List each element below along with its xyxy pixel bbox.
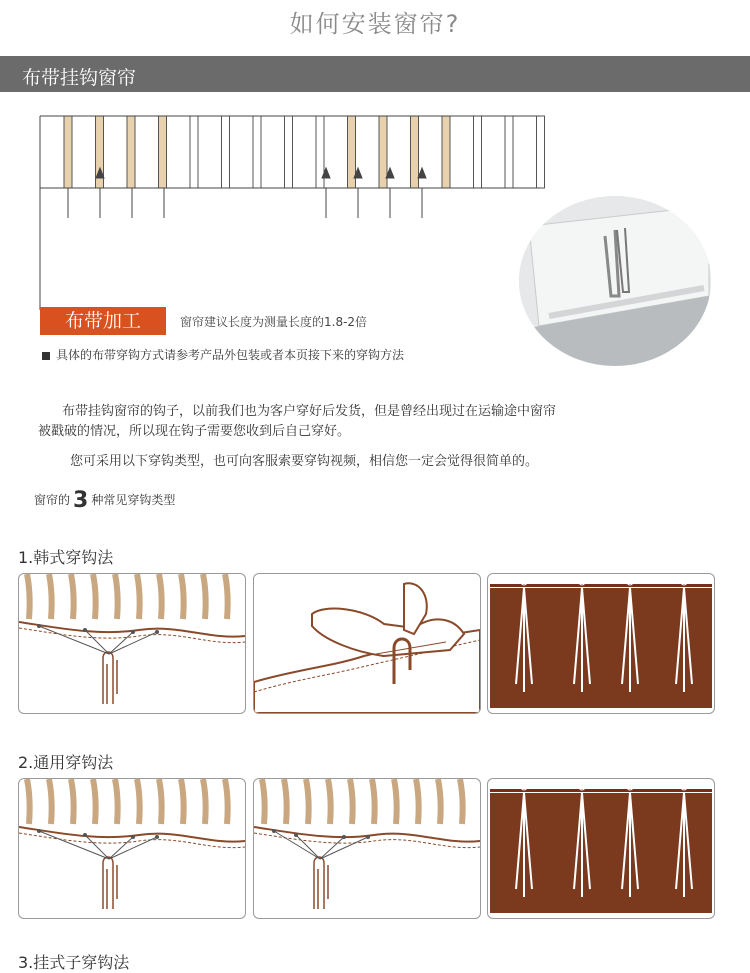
tape-stripe <box>159 574 162 619</box>
tape-stripe <box>394 779 397 824</box>
tape-stripe <box>460 779 463 824</box>
tape-bullet-text: 具体的布带穿钩方式请参考产品外包装或者本页接下来的穿钩方法 <box>56 348 405 362</box>
tape-slot <box>537 116 545 188</box>
intro-paragraph-1-line-1: 布带挂钩窗帘的钩子，以前我们也为客户穿好后发货，但是曾经出现过在运输途中窗帘 <box>62 404 557 419</box>
tape-slots <box>64 116 545 188</box>
tape-stripe <box>49 574 52 619</box>
tape-processing-tag: 布带加工 <box>40 307 166 335</box>
hook-pointer <box>320 837 368 859</box>
hook-shape <box>103 857 117 909</box>
tape-slot <box>474 116 482 188</box>
tape-stripe <box>71 779 74 824</box>
tape-stripe <box>137 779 140 824</box>
hook-point <box>83 628 87 632</box>
tape-stripe <box>49 779 52 824</box>
tape-stripe <box>438 779 441 824</box>
fabric-edge <box>19 827 245 842</box>
hook-shape <box>314 857 328 909</box>
hook-pointer <box>320 837 344 859</box>
tape-bullet-note <box>42 346 404 363</box>
tape-stripe <box>115 779 118 824</box>
hook-pointer <box>85 630 109 654</box>
tape-stripe <box>93 574 96 619</box>
tape-stripe <box>416 779 419 824</box>
hook-point <box>155 835 159 839</box>
tape-stripe <box>328 779 331 824</box>
method-1-title: 1.韩式穿钩法 <box>18 548 114 567</box>
hook-point <box>342 835 346 839</box>
hook-point <box>294 833 298 837</box>
tape-stripe <box>225 574 228 619</box>
method-1-panel-result <box>487 573 715 714</box>
hook-arrow <box>418 168 426 178</box>
tape-stripe <box>115 574 118 619</box>
tape-slot <box>159 116 167 188</box>
tape-stripe <box>71 574 74 619</box>
hook-point <box>366 835 370 839</box>
method-2-panel-result <box>487 778 715 919</box>
tape-slot <box>505 116 513 188</box>
tape-stripe <box>159 779 162 824</box>
page-title: 如何安装窗帘? <box>289 10 461 38</box>
hook-point <box>37 624 41 628</box>
intro-paragraph-2: 您可采用以下穿钩类型，也可向客服索要穿钩视频，相信您一定会觉得很简单的。 <box>70 454 539 469</box>
hook-pointer <box>109 632 157 654</box>
method-2-panel-tape-b <box>253 778 481 919</box>
hook-point <box>131 835 135 839</box>
tape-stripe <box>181 779 184 824</box>
hook-pointer <box>85 835 109 859</box>
method-1-panel-hook <box>253 573 481 714</box>
hook-point <box>131 630 135 634</box>
method-1-panel-tape <box>18 573 246 714</box>
hook-pointer <box>109 837 157 859</box>
length-note: 窗帘建议长度为测量长度的1.8-2倍 <box>180 315 368 329</box>
tape-slot <box>127 116 135 188</box>
tape-slot <box>253 116 261 188</box>
tape-stripe <box>203 779 206 824</box>
tape-stripe <box>306 779 309 824</box>
tape-stripe <box>350 779 353 824</box>
tape-stripe <box>284 779 287 824</box>
section-header-title: 布带挂钩窗帘 <box>22 67 137 89</box>
tape-slot <box>222 116 230 188</box>
hook-pointer <box>109 837 133 859</box>
tape-stripe <box>27 574 30 619</box>
method-2-panel-tape-a <box>18 778 246 919</box>
fabric-edge <box>19 622 245 637</box>
method-2-title: 2.通用穿钩法 <box>18 753 114 772</box>
hook-point <box>272 829 276 833</box>
tape-stripe <box>27 779 30 824</box>
intro-paragraph-1-line-2: 被戳破的情况，所以现在钩子需要您收到后自己穿好。 <box>38 424 351 439</box>
tape-stripe <box>225 779 228 824</box>
types-suffix: 种常见穿钩类型 <box>91 493 176 507</box>
tape-stripe <box>203 574 206 619</box>
hook-point <box>37 829 41 833</box>
types-count: 3 <box>73 488 89 513</box>
curtain-tape-photo <box>519 196 711 366</box>
tape-stripe <box>137 574 140 619</box>
hook-shape <box>103 652 117 704</box>
hook-point <box>155 630 159 634</box>
tape-stripe <box>181 574 184 619</box>
tape-stripe <box>262 779 265 824</box>
method-3-title: 3.挂式子穿钩法 <box>18 953 130 972</box>
tape-slot <box>285 116 293 188</box>
tape-slot <box>190 116 198 188</box>
hook-point <box>83 833 87 837</box>
hook-types-heading <box>34 488 175 513</box>
tape-stripe <box>93 779 96 824</box>
types-prefix: 窗帘的 <box>34 493 71 507</box>
tape-slot <box>64 116 72 188</box>
tape-slot <box>442 116 450 188</box>
tape-stripe <box>372 779 375 824</box>
tape-slot <box>411 116 419 188</box>
hook-pointer <box>109 632 133 654</box>
tape-hook-arrows <box>68 168 426 218</box>
